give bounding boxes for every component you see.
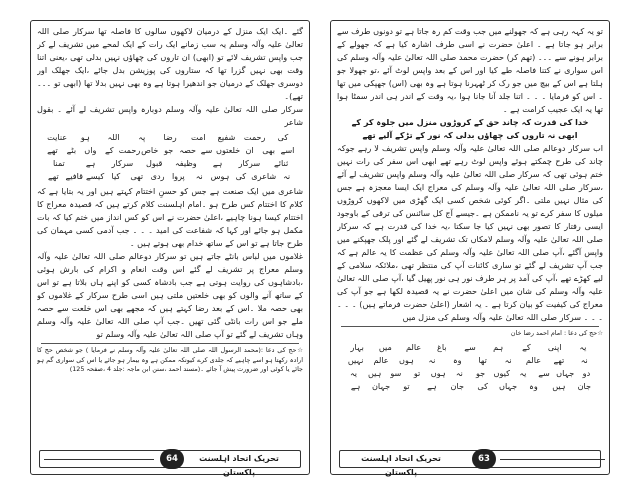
verse-word: جہان — [371, 380, 391, 391]
verse-word: ان — [245, 145, 254, 155]
paragraph: غلاموں میں لباس بانٹے جاتے ہیں تو سرکار دوعالم صلی اللہ تعالیٰ علیہ وآلہ وسلم معراج پر تشریف لے گئے اس وقت انعام و اکرام کی بارش ہوئی ،بادشاہوں کی روایت ہوتی ہے جب بادشاہ کسی کو اپنے ہاں بلاتا ہے تو اس کے ساتھ آنے والوں کو بھی خلعتیں ملتی ہیں اسی طرح سرکار کے غلاموں کو بھی حصہ ملا ۔اس کے بعد رضا کہتے ہیں کہ مجھے بھی اس خلعت سے حصہ ملے جو اس رات بانٹی گئی تھیں ۔جب آپ صلی اللہ تعالیٰ علیہ وآلہ وسلم وہاں تشریف لے گئے تو آپ صلی اللہ تعالیٰ علیہ وآلہ وسلم تو — [37, 251, 303, 339]
verse-line — [43, 131, 297, 144]
verse-word: کے — [104, 145, 114, 155]
verse-word: تھے — [48, 171, 59, 181]
page-64-footer — [39, 450, 301, 477]
verse-line — [343, 380, 597, 393]
verse-word: نہ — [580, 354, 588, 365]
verse-word: بٹے — [66, 145, 77, 155]
verse-word: کی — [235, 171, 247, 181]
verse-word: رحمت — [118, 145, 141, 155]
footer-rule — [44, 459, 154, 460]
verse-word: جہاں — [499, 380, 518, 391]
verse-word: کی — [477, 380, 488, 391]
footnote-divider — [41, 343, 299, 344]
verse-line — [343, 367, 597, 380]
verse-word: شفیع — [217, 132, 236, 142]
page-63-footer — [339, 450, 601, 477]
paragraph: سرکار صلی اللہ تعالیٰ علیہ وآلہ وسلم دوبارہ واپس تشریف لے آئے ۔ بقول شاعر — [37, 104, 303, 127]
verse-word: جو — [164, 145, 174, 155]
verse-word: یہ — [350, 367, 358, 378]
page-64 — [30, 20, 310, 475]
verse-word: سرکار — [238, 158, 261, 168]
footnote: ☆حج کی دعا :(محمد الرسول اللہ صلی اللہ تعالیٰ علیہ وآلہ وسلم نے فرمایا ) جو شخص حج کا ارادہ رکھتا ہو اسے چاہیے کہ جلدی کرے کیونکہ ممکن ہے وہ بیمار ہو جائے یا اس کی سواری گم ہو جائے یا کوئی اور ضرورت پیش آ جائے ۔(مسند احمد ،سنن ابن ماجہ :جلد 4 ،صفحہ 125) — [37, 346, 303, 373]
verse-word: سرکار — [111, 158, 134, 168]
verse-word: جان — [577, 380, 591, 391]
verse-word: امت — [190, 132, 206, 142]
page-63 — [330, 20, 610, 475]
verse-word: قافیے — [65, 171, 83, 181]
verse-line — [43, 170, 297, 183]
verse-word: وظیفہ — [175, 158, 197, 168]
verse-attribution: ☆حج کی دعا : امام احمد رضا خان — [510, 329, 603, 337]
verse-word: ہے — [350, 380, 361, 391]
verse-word: سے — [538, 367, 550, 378]
paragraph: شاعری میں ایک صنعت ہے جس کو حسنِ اختتام کہتے ہیں اور یہ بتایا ہے کہ کلام کا اختتام کس طرح ہو ۔امام اہلسنت کلام کرتے ہیں کہ قصیدہ معراج کا اختتام کیسا ہونا چاہیے ،اعلیٰ حضرت نے اس کو کس انداز میں ختم کیا کہ بات مکمل ہو جائے اور کہا کہ شفاعت کی امید ۔ ۔ ۔ جب آدمی کسی مہمان کی طرح جاتا ہے تو اس کے ساتھ خدام بھی ہوتے ہیں ۔ — [37, 186, 303, 248]
verse-word: جان — [450, 380, 464, 391]
verse-word: ہوں — [399, 354, 414, 365]
verse-word: خلعتوں — [216, 145, 241, 155]
paragraph: گئے ۔ایک ایک منزل کے درمیان لاکھوں سالوں کا فاصلہ تھا سرکار صلی اللہ تعالیٰ علیہ وآلہ وسلم یہ سب زمانے ایک رات کے ایک لمحے میں تشریف لے کر جب واپس تشریف لائے تو (ابھی) ان تاروں کی چھاؤں نہیں بدلی تھی ،یعنی اتنا وقت بھی نہیں گزرا تھا کہ ستاروں کی پوزیشن بدل جائے ،ایک جھلک اور دوسری جھلک کے درمیان جو اندھیرا ہوتا ہے وہ بھی نہیں بدلا تھا (ابھی تو ۔۔۔ تھے)۔ — [37, 26, 303, 101]
verse-word: ہوں — [430, 367, 446, 378]
verse-word: شاعری — [251, 171, 277, 181]
verse-word: وہ — [452, 354, 462, 365]
verse-word: سے — [200, 145, 213, 155]
verse-word: اللہ — [107, 132, 120, 142]
verse-line — [43, 157, 297, 170]
page-64-body — [37, 25, 303, 375]
verse-word: عالم — [373, 354, 389, 365]
verse-heading: ابھی نہ تاروں کی چھاؤں بدلی کہ نور کے تڑکے آلیے تھے — [362, 130, 578, 140]
verse-word: خاص — [141, 145, 159, 155]
verse-word: کیوں — [493, 367, 510, 378]
verse-word: واں — [84, 145, 97, 155]
verse-word: ہوس — [210, 171, 230, 181]
verse-word: ہے — [85, 158, 96, 168]
verse-word: اپنی — [547, 341, 562, 352]
verse-word: باغ — [437, 341, 447, 352]
verse-word: جو — [475, 367, 486, 378]
verse-word: نہ — [504, 354, 512, 365]
verse-word: بھی — [262, 145, 275, 155]
verse-word: تھی — [130, 171, 144, 181]
footer-organization: تحریک اتحاد اہلسنت پاکستان — [361, 454, 441, 477]
verse-heading: خدا کی قدرت کہ چاند حق کے کروڑوں منزل میں جلوہ کر کے — [351, 117, 589, 127]
verse-word: وہ — [529, 380, 538, 391]
verse-word: نہ — [455, 367, 463, 378]
verse-word: ثنائے — [274, 158, 289, 168]
verse-word: یہ — [519, 367, 527, 378]
page-63-body — [337, 25, 603, 395]
paragraph: اب سرکار دوعالم صلی اللہ تعالیٰ علیہ وآلہ وسلم واپس تشریف لا رہے جوکہ چاند کی طرح چمکتے ہوئے واپس لوٹ رہے تھے ابھی اس سفر کی رات نہیں ختم ہوئی تھی کہ سرکار صلی اللہ تعالیٰ علیہ وآلہ وسلم واپس تشریف لے آئے ،سرکار صلی اللہ تعالیٰ علیہ وآلہ وسلم کی معراج ایک ایسا معجزہ ہے جس کی مثال نہیں ملتی ۔اگر کوئی شخص کسی ایک گھڑی میں لاکھوں کروڑوں میلوں کا سفر کرے تو یہ ناممکن ہے ۔جیسے آج کل سائنس کی ترقی کے باوجود ایسی رفتار کا تصور بھی نہیں کیا جا سکتا ،یہ خدا کی قدرت ہے کہ سرکار صلی اللہ تعالیٰ علیہ وآلہ وسلم لامکاں تک تشریف لے گئے اور پلک جھپکنے میں واپس آگئے ،آپ صلی اللہ تعالیٰ علیہ وآلہ وسلم کی عظمت کا یہ عالم ہے کہ جب آپ تشریف لے گئے تو ساری کائنات آپ کی منتظر تھی ،ملائکہ سلامی کے لیے کھڑے تھے ،آپ کی آمد پر ہر طرف نور ہی نور پھیل گیا ،آپ صلی اللہ تعالیٰ علیہ وآلہ وسلم کی شان میں اعلیٰ حضرت نے یہ قصیدہ لکھا ہے جو آپ کی معراج کی کیفیت کو بیان کرتا ہے ۔ یہ اشعار (اعلیٰ حضرت فرماتے ہیں) ۔ ۔ ۔ ۔ ۔ ۔ سرکار صلی اللہ تعالیٰ علیہ وآلہ وسلم کی منزل میں — [337, 143, 603, 322]
verse-word: تھا — [478, 354, 487, 365]
verse-word: عالم — [406, 341, 422, 352]
footer-organization: تحریک اتحاد اہلسنت پاکستان — [199, 454, 279, 477]
verse-word: یہ — [579, 341, 587, 352]
verse-word: تھے — [47, 145, 58, 155]
verse-word: رضا — [163, 132, 177, 142]
verse-word: ہے — [427, 380, 437, 391]
section-divider — [341, 326, 599, 327]
verse-word: تمنا — [52, 158, 65, 168]
verse-word: حصہ — [179, 145, 196, 155]
verse-word: اسے — [280, 145, 295, 155]
verse-word: تھے — [553, 354, 565, 365]
verse-word: کے — [522, 341, 531, 352]
verse-word: بہار — [350, 341, 364, 352]
page-number: 63 — [472, 449, 496, 469]
verse-word: میں — [378, 341, 392, 352]
verse-word: کیسے — [85, 171, 105, 181]
verse-word: ردی — [150, 171, 165, 181]
verse-line — [43, 144, 297, 157]
verse-word: جہاں — [556, 367, 575, 378]
verse-word: نہیں — [347, 354, 364, 365]
footer-rule — [500, 459, 605, 460]
verse-word: ہو — [80, 132, 90, 142]
verse-word: کی — [277, 132, 289, 142]
verse-word: ہے — [212, 158, 223, 168]
verse-word: تو — [413, 367, 421, 378]
paragraph: تو یہ کہہ رہی ہے کہ جھولنے میں جب وقت کم رہ جاتا ہے تو دونوں طرف سے برابر ہو جاتا ہے ۔ اعلیٰ حضرت نے اسی طرف اشارہ کیا ہے کہ جھولے کے برابر ہونے سے ۔۔۔ (تھم کر) حضرت محمد صلی اللہ تعالیٰ علیہ وآلہ وسلم کی اس سواری نے کتنا فاصلہ طے کیا اور اس کے بعد واپس لوٹ آئے ،تو جھولا جو ہلتا ہے اس کے بیچ میں جو رک کر ٹھہرنا ہوتا ہے وہ بھی (اس) جھپکی میں تھا ۔ اس کو فرمایا ۔ ۔ ۔ اتنا جلد آنا جانا ہوا ،یہ وقت کے اندر ہی اندر سمٹا ہوا تھا یہ ایک عجیب کرامت ہے ۔ — [337, 26, 603, 114]
verse-line — [343, 354, 597, 367]
verse-word: دو — [582, 367, 591, 378]
verse-word: پہ — [138, 132, 146, 142]
verse-word: سے — [464, 341, 476, 352]
page-number: 64 — [160, 449, 184, 469]
poem-verse — [43, 131, 297, 183]
verse-word: رحمت — [243, 132, 266, 142]
verse-word: نہ — [195, 171, 203, 181]
verse-word: پروا — [171, 171, 185, 181]
verse-word: نہ — [283, 171, 291, 181]
verse-line — [343, 341, 597, 354]
verse-word: سو — [390, 367, 402, 378]
verse-word: ہم — [493, 341, 504, 352]
verse-word: ہیں — [552, 380, 566, 391]
verse-word: عنایت — [47, 132, 68, 142]
verse-word: عالم — [525, 354, 542, 365]
poem-verse — [343, 341, 597, 393]
verse-word: تو — [403, 380, 410, 391]
verse-word: قبول — [145, 158, 163, 168]
verse-word: نہ — [428, 354, 436, 365]
verse-word: ہیں — [368, 367, 382, 378]
verse-word: کیا — [111, 171, 121, 181]
